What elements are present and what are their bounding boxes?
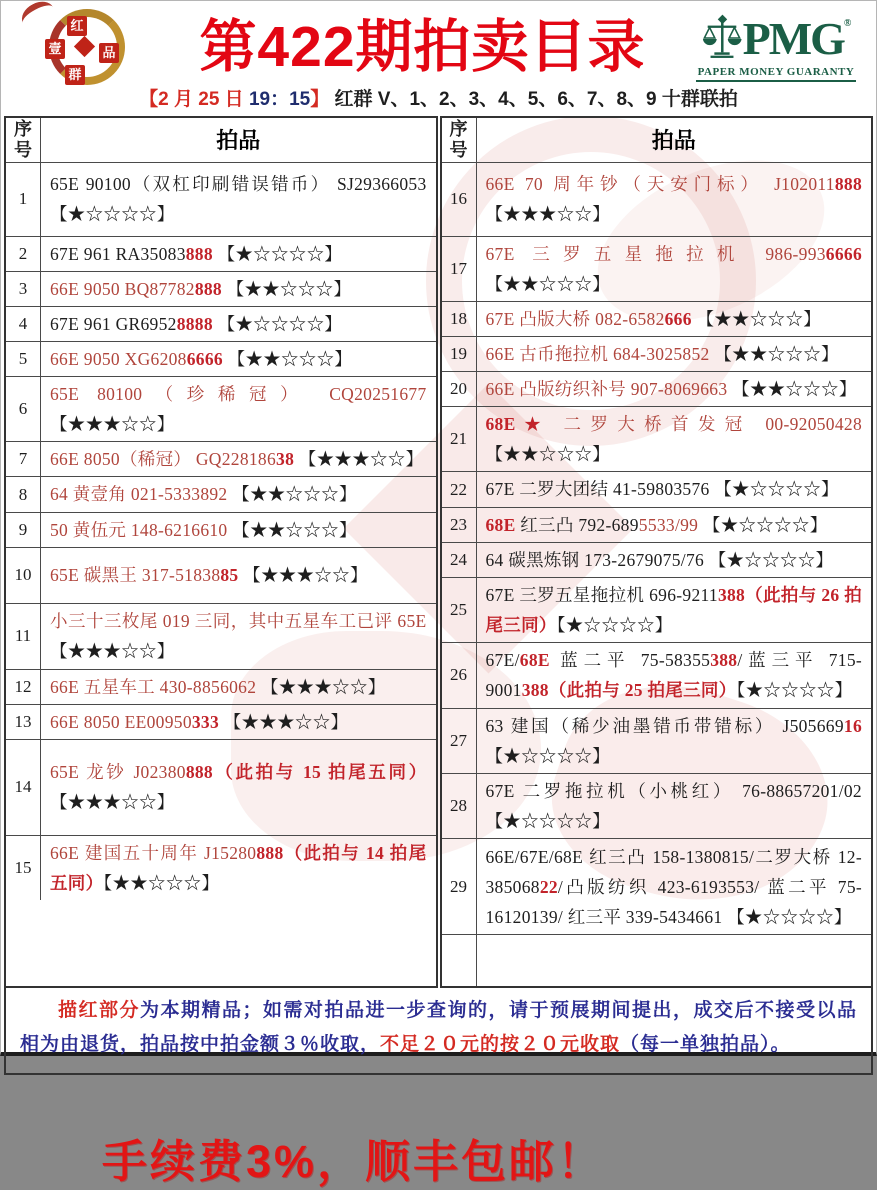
lot-description (41, 836, 436, 900)
text-segment: 38 (276, 449, 295, 470)
lot-description (41, 442, 436, 476)
text-segment: 描红部分 (58, 1000, 140, 1022)
text-segment: 6666 (825, 243, 862, 264)
lot-number: 5 (6, 342, 41, 376)
text-segment: 【★★☆☆☆】 (232, 484, 357, 505)
text-segment: 红三凸 792-689 (515, 514, 639, 535)
lot-description (477, 578, 872, 642)
text-segment: 【★★☆☆☆】 (485, 444, 611, 465)
lot-description (41, 163, 436, 236)
text-segment: 【★☆☆☆☆】 (698, 514, 828, 535)
text-segment: 蓝二平 75-58355 (549, 650, 711, 671)
lot-description (41, 342, 436, 376)
text-segment: 【★☆☆☆☆】 (485, 746, 611, 767)
lot-number: 14 (6, 740, 41, 835)
text-segment: 333 (191, 711, 220, 732)
text-segment: 65E 80100（珍稀冠） CQ20251677 (50, 384, 427, 405)
lot-number: 23 (442, 508, 477, 542)
lot-number: 27 (442, 709, 477, 773)
text-segment: 67E/ (485, 650, 520, 671)
text-segment: 67E 三罗五星拖拉机 986-993 (485, 243, 826, 264)
lot-number: 6 (6, 377, 41, 441)
lot-number: 2 (6, 237, 41, 271)
table-row (442, 934, 872, 986)
lot-description (477, 508, 872, 542)
text-segment: 【★★☆☆☆】 (222, 349, 353, 370)
lot-description (41, 670, 436, 704)
lot-description (477, 839, 872, 934)
text-segment: 【★★☆☆☆】 (485, 273, 611, 294)
registered-mark-icon: ® (843, 18, 852, 29)
table-body-right (442, 162, 872, 987)
text-segment: 50 黄伍元 148-6216610 (50, 519, 233, 540)
text-segment: 66E 9050 XG6208 (50, 349, 187, 370)
lot-description (477, 407, 872, 471)
text-segment: 64 黄壹角 021-5333892 (50, 484, 233, 505)
table-row (6, 271, 436, 306)
table-row (6, 306, 436, 341)
text-segment: 85 (220, 565, 239, 586)
text-segment: 【★★★☆☆】 (219, 711, 349, 732)
lot-number: 4 (6, 307, 41, 341)
text-segment: 【★☆☆☆☆】 (212, 243, 343, 264)
text-segment: 64 碳黑炼钢 173-2679075/76 【★☆☆☆☆】 (485, 549, 834, 570)
text-segment: 【★☆☆☆☆】 (736, 680, 853, 701)
lot-number: 19 (442, 337, 477, 371)
lot-description (477, 302, 872, 336)
lot-number: 20 (442, 372, 477, 406)
table-header (6, 118, 436, 162)
text-segment: 68E (519, 650, 550, 671)
text-segment: 67E 二罗大团结 41-59803576 【★☆☆☆☆】 (485, 479, 839, 500)
text-segment: （此拍与 15 拍尾五同） (212, 762, 427, 783)
text-segment: 888 (256, 842, 284, 863)
text-segment: 65E 龙钞 J02380 (50, 762, 186, 783)
table-header (442, 118, 872, 162)
table-row (442, 301, 872, 336)
text-segment: 66E 建国五十周年 J15280 (50, 842, 257, 863)
text-segment: 68E★ (485, 414, 550, 435)
text-segment: 65E 碳黑王 317-51838 (50, 565, 221, 586)
text-segment: /蓝三平 715-9001 (485, 650, 862, 701)
text-segment: 【★★★☆☆】 (485, 204, 611, 225)
text-segment: 66E 古币拖拉机 684-3025852 (485, 344, 715, 365)
seal-char-right: 品 (99, 43, 119, 63)
auction-terms-notice (4, 988, 873, 1075)
text-segment: 63 建国（稀少油墨错币带错标） J505669 (485, 715, 844, 736)
lot-description (477, 472, 872, 506)
text-segment: 66E 8050（稀冠） GQ228186 (50, 449, 277, 470)
lot-description (477, 643, 872, 708)
lot-description (41, 740, 436, 835)
page-title: 第422期拍卖目录 (199, 14, 646, 79)
table-row (6, 739, 436, 835)
text-segment: 888 (185, 243, 213, 264)
lot-number: 21 (442, 407, 477, 471)
lot-number: 24 (442, 543, 477, 577)
table-row (6, 376, 436, 441)
lot-number: 15 (6, 836, 41, 900)
text-segment: 【★★☆☆☆】 (732, 379, 857, 400)
text-segment: 二罗大桥首发冠 00-92050428 (549, 414, 862, 435)
auction-schedule-line (1, 89, 876, 116)
table-body-left (6, 162, 436, 900)
text-segment: 【★★★☆☆】 (260, 676, 386, 697)
col-header-item: 拍品 (651, 128, 696, 154)
lot-table-right (440, 116, 874, 989)
text-segment: 68E (485, 514, 516, 535)
table-row (442, 642, 872, 708)
lot-number: 22 (442, 472, 477, 506)
text-segment: 红群 V、1、2、3、4、5、6、7、8、9 十群联拍 (329, 89, 738, 110)
lot-number: 25 (442, 578, 477, 642)
pmg-scales-icon (701, 16, 743, 60)
text-segment: 【★★★☆☆】 (50, 641, 175, 662)
table-row (442, 336, 872, 371)
lot-description (41, 705, 436, 739)
table-row (442, 773, 872, 838)
lot-description (477, 163, 872, 236)
table-row (442, 471, 872, 506)
table-row (6, 669, 436, 704)
text-segment: 【★★☆☆☆】 (714, 344, 839, 365)
col-header-item: 拍品 (216, 128, 261, 154)
lot-number: 7 (6, 442, 41, 476)
lot-table-left (4, 116, 438, 989)
seal-char-top: 红 (67, 16, 87, 36)
text-segment: 5533/99 (638, 514, 699, 535)
table-row (442, 507, 872, 542)
col-header-number: 序号 (442, 118, 477, 162)
text-segment: 【★★☆☆☆】 (232, 519, 357, 540)
text-segment: 66E 8050 EE00950 (50, 711, 192, 732)
table-row (6, 441, 436, 476)
text-segment: 】 (310, 89, 330, 110)
lot-description (477, 709, 872, 773)
lot-number: 29 (442, 839, 477, 934)
fee-shipping-slogan: 手续费3%，顺丰包邮！ (101, 1135, 606, 1187)
table-row (442, 162, 872, 236)
lot-description (477, 237, 872, 301)
text-segment: （此拍与 14 拍尾五同） (50, 842, 427, 893)
text-segment: 66E 凸版纺织补号 907-8069663 (485, 379, 733, 400)
table-row (442, 708, 872, 773)
lot-description (41, 377, 436, 441)
table-row (442, 236, 872, 301)
lot-description (41, 513, 436, 547)
lot-number: 1 (6, 163, 41, 236)
text-segment: 67E 三罗五星拖拉机 696-9211 (485, 584, 718, 605)
text-segment: 【★★☆☆☆】 (691, 308, 822, 329)
col-header-number: 序号 (6, 118, 41, 162)
lot-description (41, 237, 436, 271)
table-row (6, 162, 436, 236)
text-segment: 388 (717, 584, 746, 605)
text-segment: 66E/67E/68E 红三凸 158-1380815/二罗大桥 12-385068 (485, 846, 862, 897)
lot-tables (1, 116, 876, 989)
text-segment: 【★★★☆☆】 (50, 414, 175, 435)
text-segment: 19：15 (248, 89, 311, 110)
text-segment: 【2 月 25 日 (139, 89, 249, 110)
pmg-logo (686, 12, 866, 82)
table-row (6, 512, 436, 547)
lot-description (477, 372, 872, 406)
text-segment: 22 (539, 876, 558, 897)
text-segment: 【★☆☆☆☆】 (556, 614, 673, 635)
text-segment: 【★★★☆☆】 (238, 565, 368, 586)
lot-number: 8 (6, 477, 41, 511)
lot-number: 12 (6, 670, 41, 704)
lot-number: 3 (6, 272, 41, 306)
text-segment: 666 (664, 308, 692, 329)
lot-description (477, 935, 872, 986)
text-segment: 【★★☆☆☆】 (221, 278, 352, 299)
text-segment: 888 (194, 278, 222, 299)
lot-number: 13 (6, 705, 41, 739)
text-segment: 【★☆☆☆☆】 (212, 313, 343, 334)
lot-description (477, 774, 872, 838)
lot-number: 11 (6, 604, 41, 669)
text-segment: （此拍与 26 拍尾三同） (485, 584, 863, 635)
table-row (6, 547, 436, 603)
text-segment: 388 (710, 650, 738, 671)
lot-number: 17 (442, 237, 477, 301)
text-segment: 小三十三枚尾 019 三同，其中五星车工已评 65E (50, 611, 427, 632)
lot-description (477, 337, 872, 371)
table-row (6, 835, 436, 900)
lot-number (442, 935, 477, 986)
text-segment: 【★★★☆☆】 (294, 449, 424, 470)
text-segment: 66E 9050 BQ87782 (50, 278, 195, 299)
table-row (6, 341, 436, 376)
text-segment: 为本期精品；如需对拍品进一步查询的，请于预展期间提出，成交后不接受以品相为由退货，拍品按中拍金额３％收取， (20, 1000, 857, 1055)
text-segment: 888 (834, 174, 862, 195)
lot-description (41, 272, 436, 306)
lot-number: 28 (442, 774, 477, 838)
text-segment: 【★★★☆☆】 (50, 792, 175, 813)
lot-number: 9 (6, 513, 41, 547)
text-segment: 66E 70 周年钞（天安门标） J102011 (485, 174, 835, 195)
table-row (6, 704, 436, 739)
text-segment: （每一单独拍品）。 (620, 1033, 791, 1055)
table-row (442, 542, 872, 577)
table-row (442, 406, 872, 471)
seal-char-left: 壹 (45, 39, 65, 59)
lot-number: 26 (442, 643, 477, 708)
text-segment: 67E 凸版大桥 082-6582 (485, 308, 665, 329)
lot-description (41, 548, 436, 603)
pmg-wordmark: PMG (742, 13, 844, 64)
text-segment: 67E 961 GR6952 (50, 313, 177, 334)
text-segment: 66E 五星车工 430-8856062 (50, 676, 261, 697)
table-row (442, 838, 872, 934)
table-row (442, 577, 872, 642)
text-segment: 16 (843, 715, 862, 736)
lot-description (41, 307, 436, 341)
table-row (6, 603, 436, 669)
text-segment: 65E 90100（双杠印刷错误错币） SJ29366053 【★☆☆☆☆】 (50, 174, 427, 225)
text-segment: 6666 (186, 349, 223, 370)
table-row (442, 371, 872, 406)
lot-number: 16 (442, 163, 477, 236)
text-segment: 8888 (176, 313, 213, 334)
text-segment: （此拍与 25 拍尾三同） (548, 680, 737, 701)
lot-number: 10 (6, 548, 41, 603)
text-segment: 67E 961 RA35083 (50, 243, 186, 264)
table-row (6, 476, 436, 511)
pmg-tagline: PAPER MONEY GUARANTY (696, 63, 857, 82)
lot-description (477, 543, 872, 577)
text-segment: 【★★☆☆☆】 (103, 872, 220, 893)
text-segment: 67E 二罗拖拉机（小桃红） 76-88657201/02 【★☆☆☆☆】 (485, 781, 862, 832)
text-segment: /凸版纺织 423-6193553/ 蓝二平 75-16120139/ 红三平 339-5434661 【★☆☆☆☆】 (485, 876, 862, 927)
text-segment: 888 (185, 762, 213, 783)
lot-description (41, 477, 436, 511)
lot-number: 18 (442, 302, 477, 336)
header (1, 1, 876, 89)
text-segment: 388 (521, 680, 549, 701)
text-segment: 不足２０元的按２０元收取 (380, 1033, 621, 1055)
seal-char-bottom: 群 (65, 65, 85, 85)
table-row (6, 236, 436, 271)
red-group-dragon-seal-logo (19, 3, 159, 91)
lot-description (41, 604, 436, 669)
